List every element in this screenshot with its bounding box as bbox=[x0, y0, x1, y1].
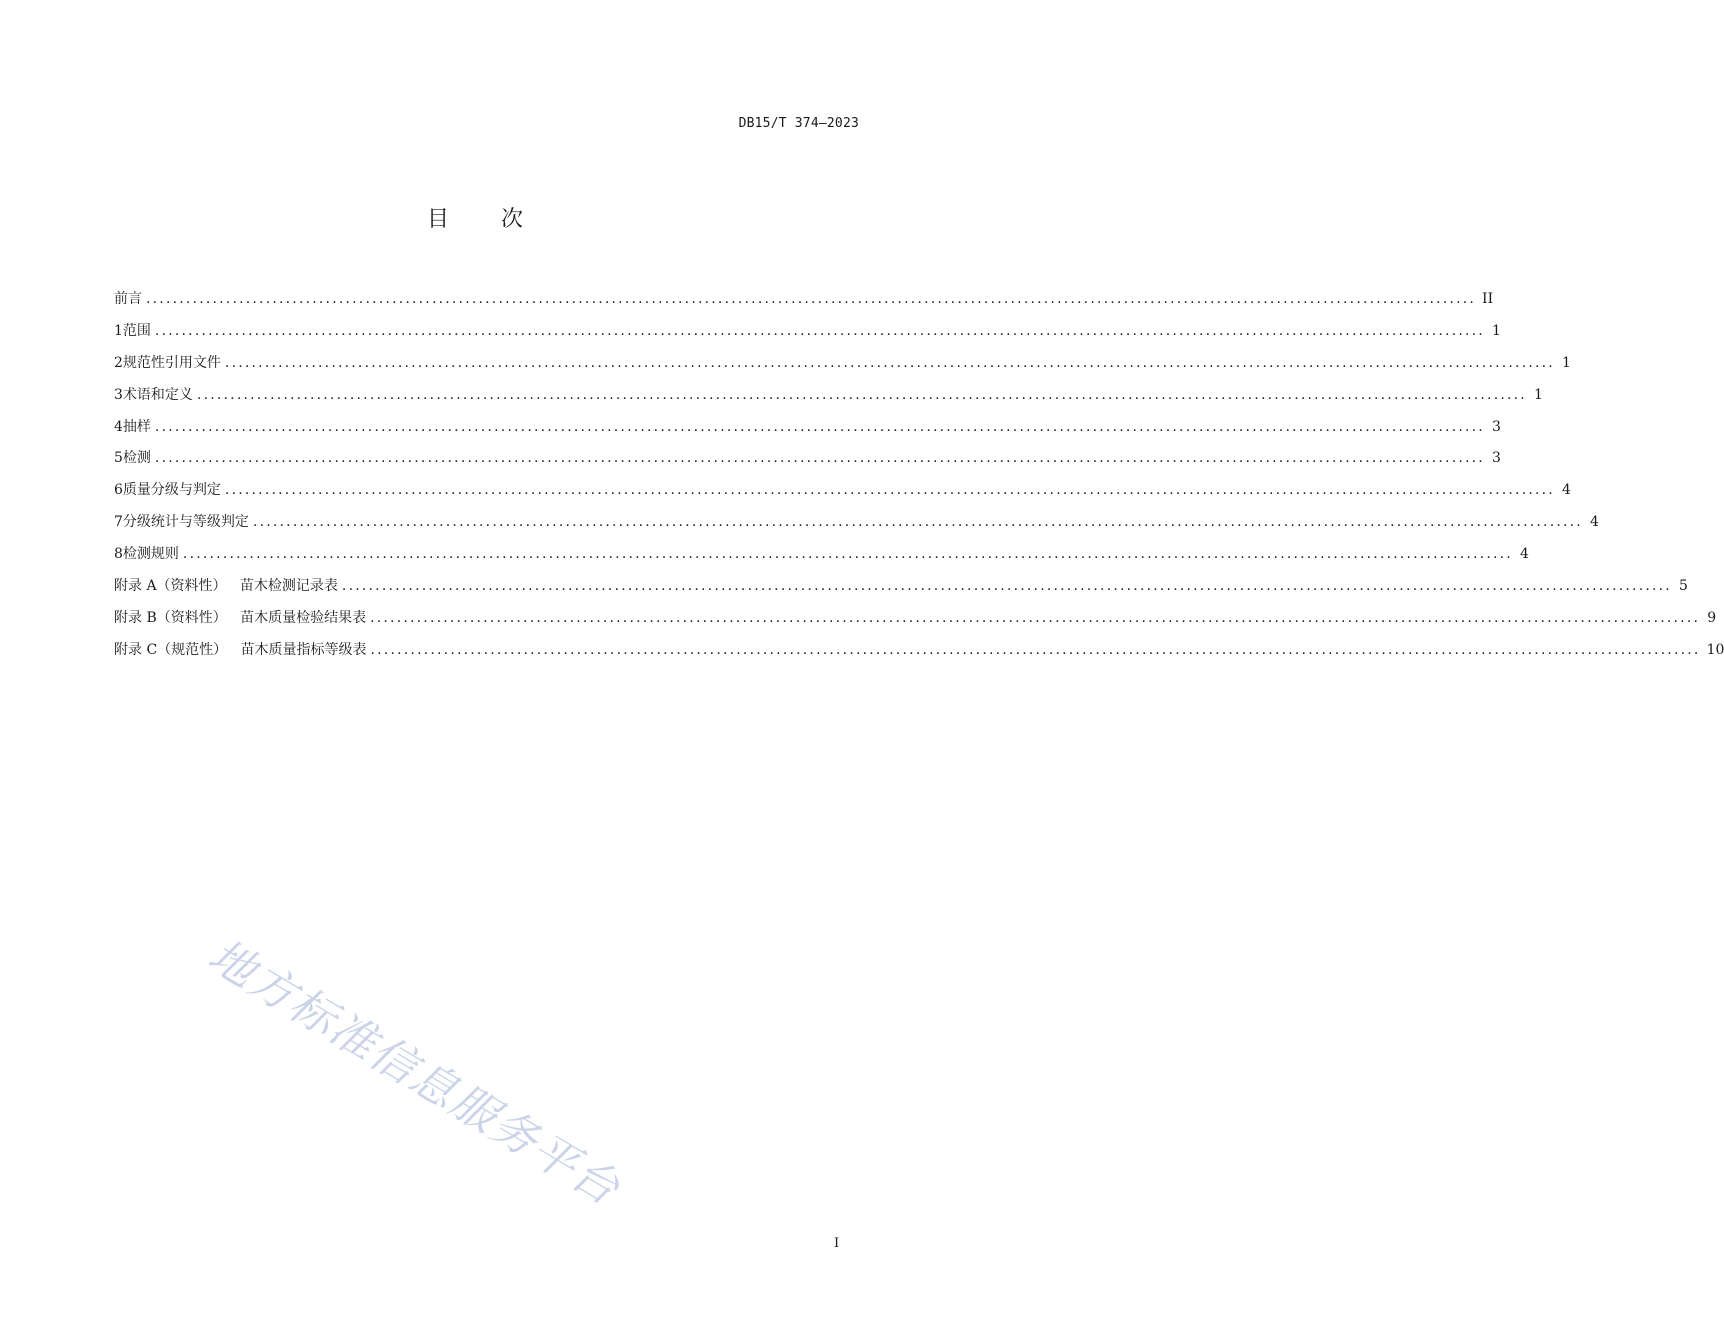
toc-entry[interactable] bbox=[114, 510, 1599, 542]
toc-entry-page: 1 bbox=[1492, 322, 1501, 339]
toc-entry-page: 9 bbox=[1707, 609, 1717, 626]
toc-leader-dots: ........................................................................................................................................................................................................ bbox=[224, 354, 1555, 371]
watermark: 地方标准信息服务平台 bbox=[199, 928, 630, 1217]
toc-entry-label: 质量分级与判定 bbox=[122, 482, 221, 499]
toc-leader-dots: ........................................................................................................................................................................................................ bbox=[341, 578, 1672, 595]
toc-entry[interactable] bbox=[114, 606, 1717, 638]
title-char-2: 次 bbox=[501, 207, 524, 232]
toc-leader-dots: ........................................................................................................................................................................................................ bbox=[182, 546, 1513, 563]
toc-entry-page: 4 bbox=[1520, 546, 1529, 563]
toc-leader-dots: ........................................................................................................................................................................................................ bbox=[224, 482, 1555, 499]
toc-entry-number: 7 bbox=[114, 514, 123, 531]
toc-entry-label: 范围 bbox=[122, 322, 151, 339]
toc-entry-page: II bbox=[1482, 291, 1494, 307]
toc-leader-dots: ........................................................................................................................................................................................................ bbox=[252, 514, 1583, 531]
toc-entry-label: 附录 C（规范性） 苗木质量指标等级表 bbox=[114, 641, 367, 658]
toc-entry-label: 附录 B（资料性） 苗木质量检验结果表 bbox=[114, 609, 367, 626]
toc-entry[interactable] bbox=[114, 351, 1571, 383]
toc-entry[interactable] bbox=[114, 383, 1543, 415]
toc-entry-label: 分级统计与等级判定 bbox=[122, 514, 249, 531]
toc-entry-number: 6 bbox=[114, 482, 123, 499]
toc-entry[interactable] bbox=[114, 319, 1501, 351]
toc-entry-page: 4 bbox=[1590, 514, 1599, 531]
toc-leader-dots: ........................................................................................................................................................................................................ bbox=[154, 418, 1485, 435]
title-char-1: 目 bbox=[426, 207, 449, 232]
toc-entry-label: 检测 bbox=[122, 450, 151, 467]
toc-entry-number: 1 bbox=[114, 322, 123, 339]
toc-entry-label: 检测规则 bbox=[122, 546, 179, 563]
toc-entry-number: 8 bbox=[114, 546, 123, 563]
toc-leader-dots: ........................................................................................................................................................................................................ bbox=[370, 609, 1701, 626]
toc-entry-number: 4 bbox=[114, 418, 123, 435]
toc-leader-dots: ........................................................................................................................................................................................................ bbox=[154, 322, 1485, 339]
toc-entry[interactable] bbox=[114, 478, 1571, 510]
toc-entry-page: 5 bbox=[1679, 578, 1688, 595]
toc-entry-page: 3 bbox=[1492, 418, 1501, 435]
toc-entry-label: 规范性引用文件 bbox=[122, 354, 221, 371]
toc-entry-number: 3 bbox=[114, 386, 123, 403]
toc-entry-page: 3 bbox=[1492, 450, 1501, 467]
toc-leader-dots: ........................................................................................................................................................................................................ bbox=[196, 386, 1527, 403]
toc-entry[interactable] bbox=[114, 638, 1724, 670]
toc-leader-dots: ........................................................................................................................................................................................................ bbox=[154, 450, 1485, 467]
toc-entry[interactable] bbox=[114, 542, 1529, 574]
toc-entry-page: 4 bbox=[1562, 482, 1571, 499]
page-number: I bbox=[834, 1236, 840, 1251]
page-title bbox=[0, 202, 950, 233]
toc-entry-page: 1 bbox=[1562, 354, 1571, 371]
table-of-contents bbox=[114, 287, 1724, 670]
toc-entry-label: 前言 bbox=[114, 291, 142, 307]
toc-entry-page: 1 bbox=[1534, 386, 1543, 403]
toc-entry-label: 抽样 bbox=[122, 418, 151, 435]
toc-entry-label: 术语和定义 bbox=[122, 386, 193, 403]
toc-entry-label: 附录 A（资料性） 苗木检测记录表 bbox=[114, 578, 338, 595]
document-code: DB15/T 374—2023 bbox=[738, 116, 859, 131]
toc-entry-page: 10 bbox=[1706, 641, 1724, 658]
toc-leader-dots: ........................................................................................................................................................................................................ bbox=[370, 641, 1701, 658]
toc-entry[interactable] bbox=[114, 574, 1688, 606]
toc-leader-dots: ........................................................................................................................................................................................................ bbox=[146, 291, 1477, 307]
toc-entry[interactable] bbox=[114, 446, 1501, 478]
toc-entry-number: 2 bbox=[114, 354, 123, 371]
toc-entry[interactable] bbox=[114, 415, 1501, 447]
toc-entry-number: 5 bbox=[114, 450, 123, 467]
toc-entry[interactable] bbox=[114, 287, 1494, 319]
